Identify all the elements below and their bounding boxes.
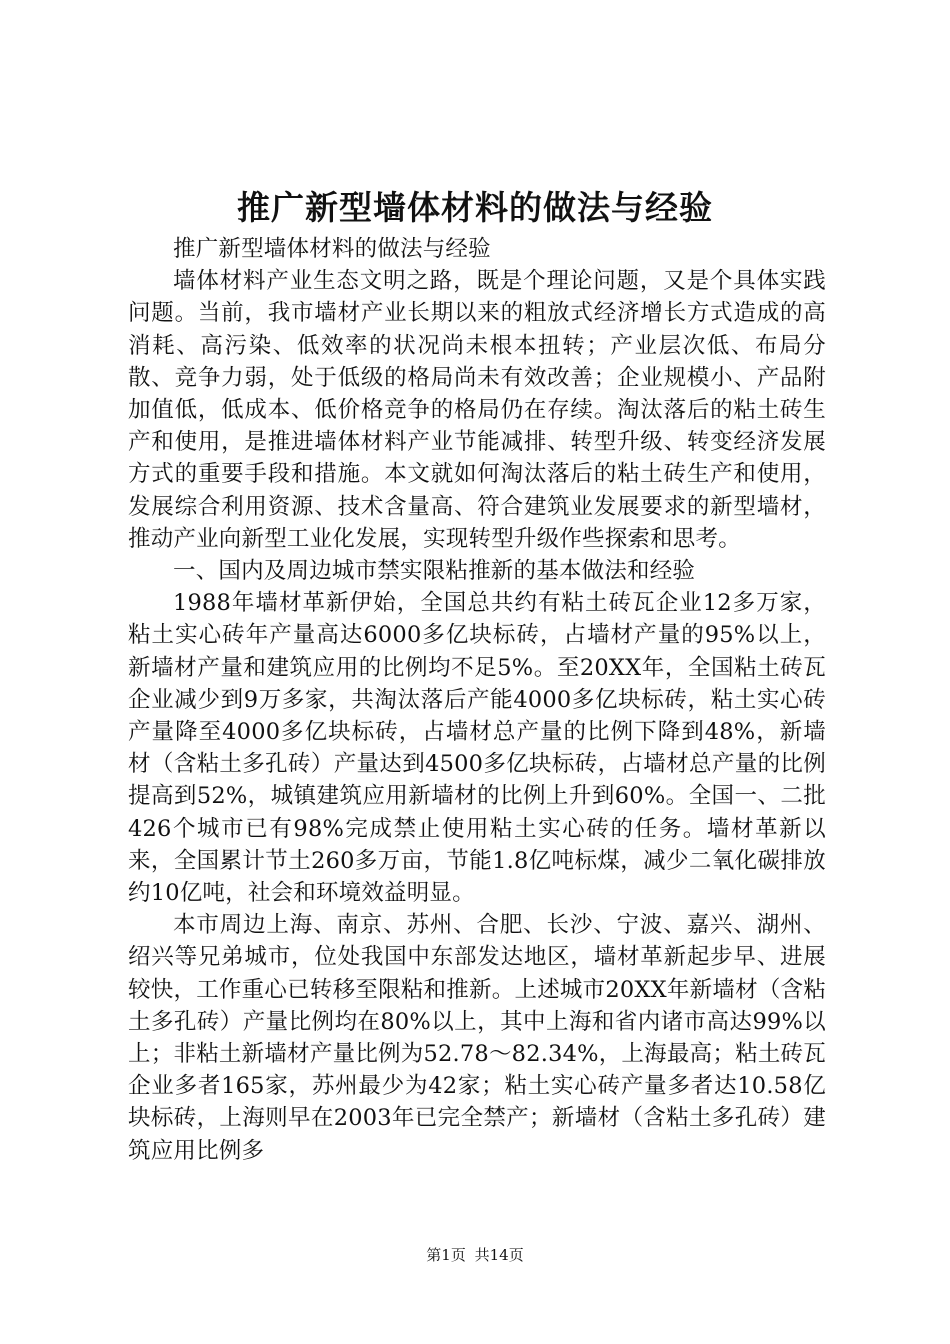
page-number: 第1页 [426,1246,466,1264]
subtitle-paragraph: 推广新型墙体材料的做法与经验 [173,236,491,262]
total-pages: 共14页 [474,1246,524,1264]
neighbor-cities-paragraph: 本市周边上海、南京、苏州、合肥、长沙、宁波、嘉兴、湖州、绍兴等兄弟城市，位处我国中东部发达地区，墙材革新起步早、进展较快，工作重心已转移至限粘和推新。上述城市20XX年新墙材（含粘土多孔砖）产量比例均在80%以上，其中上海和省内诸市高达99%以上；非粘土新墙材产量比例为52.78～82.34%，上海最高；粘土砖瓦企业多者165家，苏州最少为42家；粘土实心砖产量多者达10.58亿块标砖，上海则早在2003年已完全禁产；新墙材（含粘土多孔砖）建筑应用比例多 [128,912,826,1164]
document-body [128,233,826,1167]
intro-paragraph: 墙体材料产业生态文明之路，既是个理论问题，又是个具体实践问题。当前，我市墙材产业长期以来的粗放式经济增长方式造成的高消耗、高污染、低效率的状况尚未根本扭转；产业层次低、布局分散、竞争力弱，处于低级的格局尚未有效改善；企业规模小、产品附加值低，低成本、低价格竞争的格局仍在存续。淘汰落后的粘土砖生产和使用，是推进墙体材料产业节能减排、转型升级、转变经济发展方式的重要手段和措施。本文就如何淘汰落后的粘土砖生产和使用，发展综合利用资源、技术含量高、符合建筑业发展要求的新型墙材，推动产业向新型工业化发展，实现转型升级作些探索和思考。 [128,268,826,552]
section-heading: 一、国内及周边城市禁实限粘推新的基本做法和经验 [173,558,696,585]
national-data-paragraph: 1988年墙材革新伊始，全国总共约有粘土砖瓦企业12多万家，粘土实心砖年产量高达6000多亿块标砖，占墙材产量的95%以上，新墙材产量和建筑应用的比例均不足5%。至20XX年，全国粘土砖瓦企业减少到9万多家，共淘汰落后产能4000多亿块标砖，粘土实心砖产量降至4000多亿块标砖，占墙材总产量的比例下降到48%，新墙材（含粘土多孔砖）产量达到4500多亿块标砖，占墙材总产量的比例提高到52%，城镇建筑应用新墙材的比例上升到60%。全国一、二批426个城市已有98%完成禁止使用粘土实心砖的任务。墙材革新以来，全国累计节土260多万亩，节能1.8亿吨标煤，减少二氧化碳排放约10亿吨，社会和环境效益明显。 [128,590,826,907]
page-footer [0,1244,950,1266]
document-title: 推广新型墙体材料的做法与经验 [237,188,713,227]
